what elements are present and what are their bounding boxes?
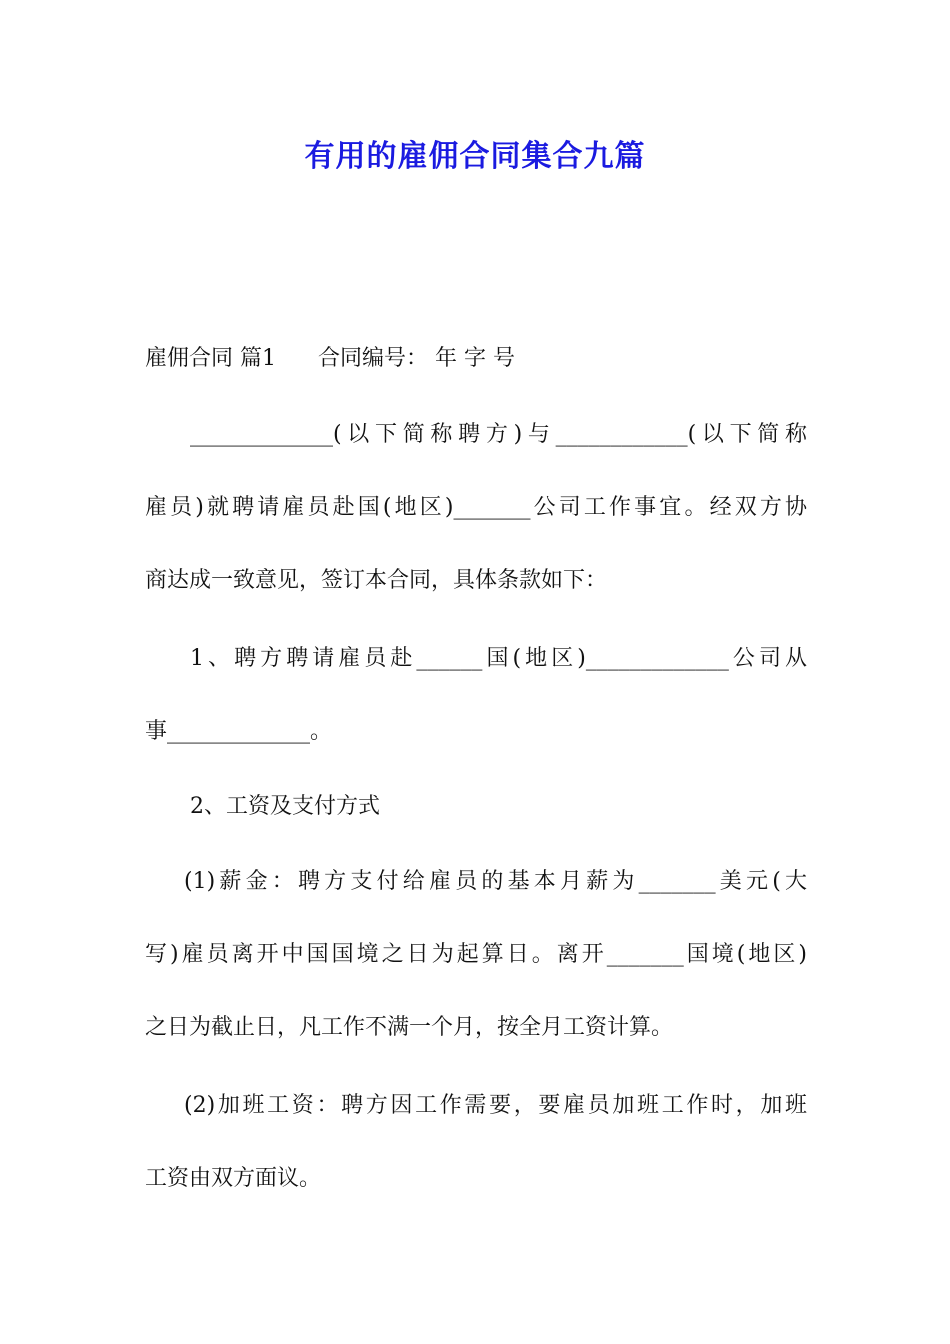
clause-line: 1、聘方聘请雇员赴______国(地区)_____________公司从	[190, 646, 807, 671]
clause-line: (1)薪金：聘方支付给雇员的基本月薪为_______美元(大	[184, 869, 807, 894]
paragraph-line: 商达成一致意见，签订本合同，具体条款如下：	[145, 568, 608, 593]
clause-heading: 2、工资及支付方式	[190, 794, 380, 819]
contract-header	[145, 344, 807, 374]
clause-line: 工资由双方面议。	[145, 1166, 322, 1191]
clause-line: (2)加班工资：聘方因工作需要，要雇员加班工作时，加班	[184, 1093, 807, 1118]
paragraph-line: _____________(以下简称聘方)与____________(以下简称	[190, 422, 807, 447]
contract-number-label: 合同编号： 年 字 号	[318, 346, 515, 371]
document-title: 有用的雇佣合同集合九篇	[304, 139, 646, 174]
clause-line: 事_____________。	[145, 719, 333, 744]
section-heading: 雇佣合同 篇1	[145, 346, 276, 371]
clause-line: 写)雇员离开中国国境之日为起算日。离开_______国境(地区)	[145, 942, 807, 967]
clause-line: 之日为截止日，凡工作不满一个月，按全月工资计算。	[145, 1015, 674, 1040]
paragraph-line: 雇员)就聘请雇员赴国(地区)_______公司工作事宜。经双方协	[145, 495, 807, 520]
